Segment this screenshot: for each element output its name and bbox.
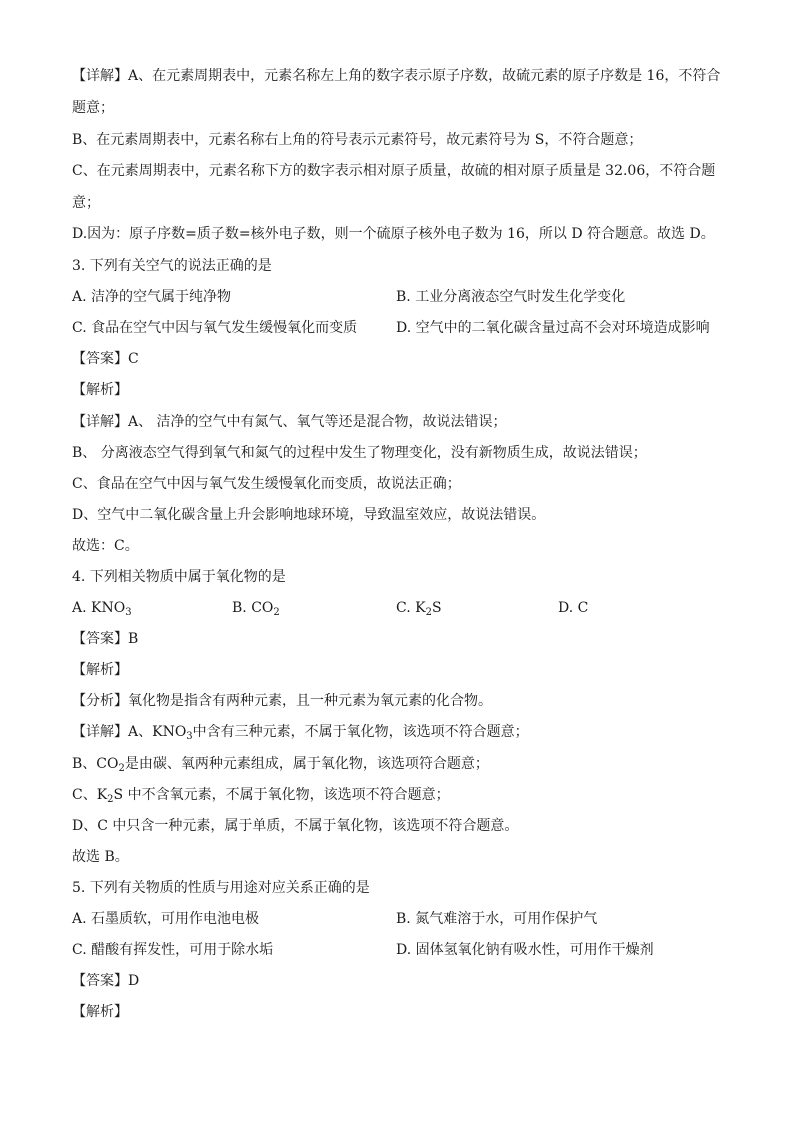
option-a: A. 洁净的空气属于纯净物 [72,289,232,305]
text-line: D、空气中二氧化碳含量上升会影响地球环境，导致温室效应，故说法错误。 [72,507,546,523]
text-line: 【详解】A、在元素周期表中，元素名称左上角的数字表示原子序数，故硫元素的原子序数是 16，不符合 [72,68,721,84]
answer-label: 【答案】B [72,631,139,647]
analysis-label: 【解析】 [72,1004,128,1020]
analysis-label: 【解析】 [72,662,128,678]
option-d: D. 固体氢氧化钠有吸水性，可用作干燥剂 [396,942,654,958]
text-line: 意； [72,195,100,211]
option-c: C. $K_2S$ [396,600,442,618]
question-4: 4. 下列相关物质中属于氧化物的是 [72,569,286,585]
option-d: D. 空气中的二氧化碳含量过高不会对环境造成影响 [396,320,710,336]
answer-label: 【答案】D [72,973,140,989]
text-line: B、 分离液态空气得到氧气和氮气的过程中发生了物理变化，没有新物质生成，故说法错误； [72,445,647,461]
text-line: C、食品在空气中因与氧气发生缓慢氧化而变质，故说法正确； [72,476,461,492]
text-line: C、$K_2S$ 中不含氧元素，不属于氧化物，该选项不符合题意； [72,787,450,805]
analysis-label: 【解析】 [72,382,128,398]
text-line: 故选 B。 [72,849,129,865]
text-line: C、在元素周期表中，元素名称下方的数字表示相对原子质量，故硫的相对原子质量是 32.06，不符合题 [72,163,716,179]
text-line: B、$CO_2$是由碳、氧两种元素组成，属于氧化物，该选项符合题意； [72,756,489,774]
text-line: 故选：C。 [72,538,139,554]
text-line: D.因为：原子序数=质子数=核外电子数，则一个硫原子核外电子数为 16，所以 D 符合题意。故选 D。 [72,226,715,242]
question-5: 5. 下列有关物质的性质与用途对应关系正确的是 [72,880,370,896]
text-line: B、在元素周期表中，元素名称右上角的符号表示元素符号，故元素符号为 S，不符合题意； [72,132,643,148]
question-3: 3. 下列有关空气的说法正确的是 [72,258,272,274]
text-line: D、C 中只含一种元素，属于单质，不属于氧化物，该选项不符合题意。 [72,818,519,834]
text-line: 【详解】A、 洁净的空气中有氮气、氧气等还是混合物，故说法错误； [72,414,507,430]
text-line: 题意； [72,100,114,116]
option-a: A. $KNO_3$ [72,600,132,618]
text-line: 【分析】氧化物是指含有两种元素，且一种元素为氧元素的化合物。 [72,693,492,709]
option-c: C. 醋酸有挥发性，可用于除水垢 [72,942,274,958]
answer-label: 【答案】C [72,351,139,367]
option-a: A. 石墨质软，可用作电池电极 [72,911,260,927]
option-d: D. C [558,600,589,616]
option-c: C. 食品在空气中因与氧气发生缓慢氧化而变质 [72,320,358,336]
option-b: B. 氮气难溶于水，可用作保护气 [396,911,598,927]
text-line: 【详解】A、$KNO_3$中含有三种元素，不属于氧化物，该选项不符合题意； [72,724,529,742]
option-b: B. 工业分离液态空气时发生化学变化 [396,289,626,305]
option-b: B. $CO_2$ [232,600,280,618]
